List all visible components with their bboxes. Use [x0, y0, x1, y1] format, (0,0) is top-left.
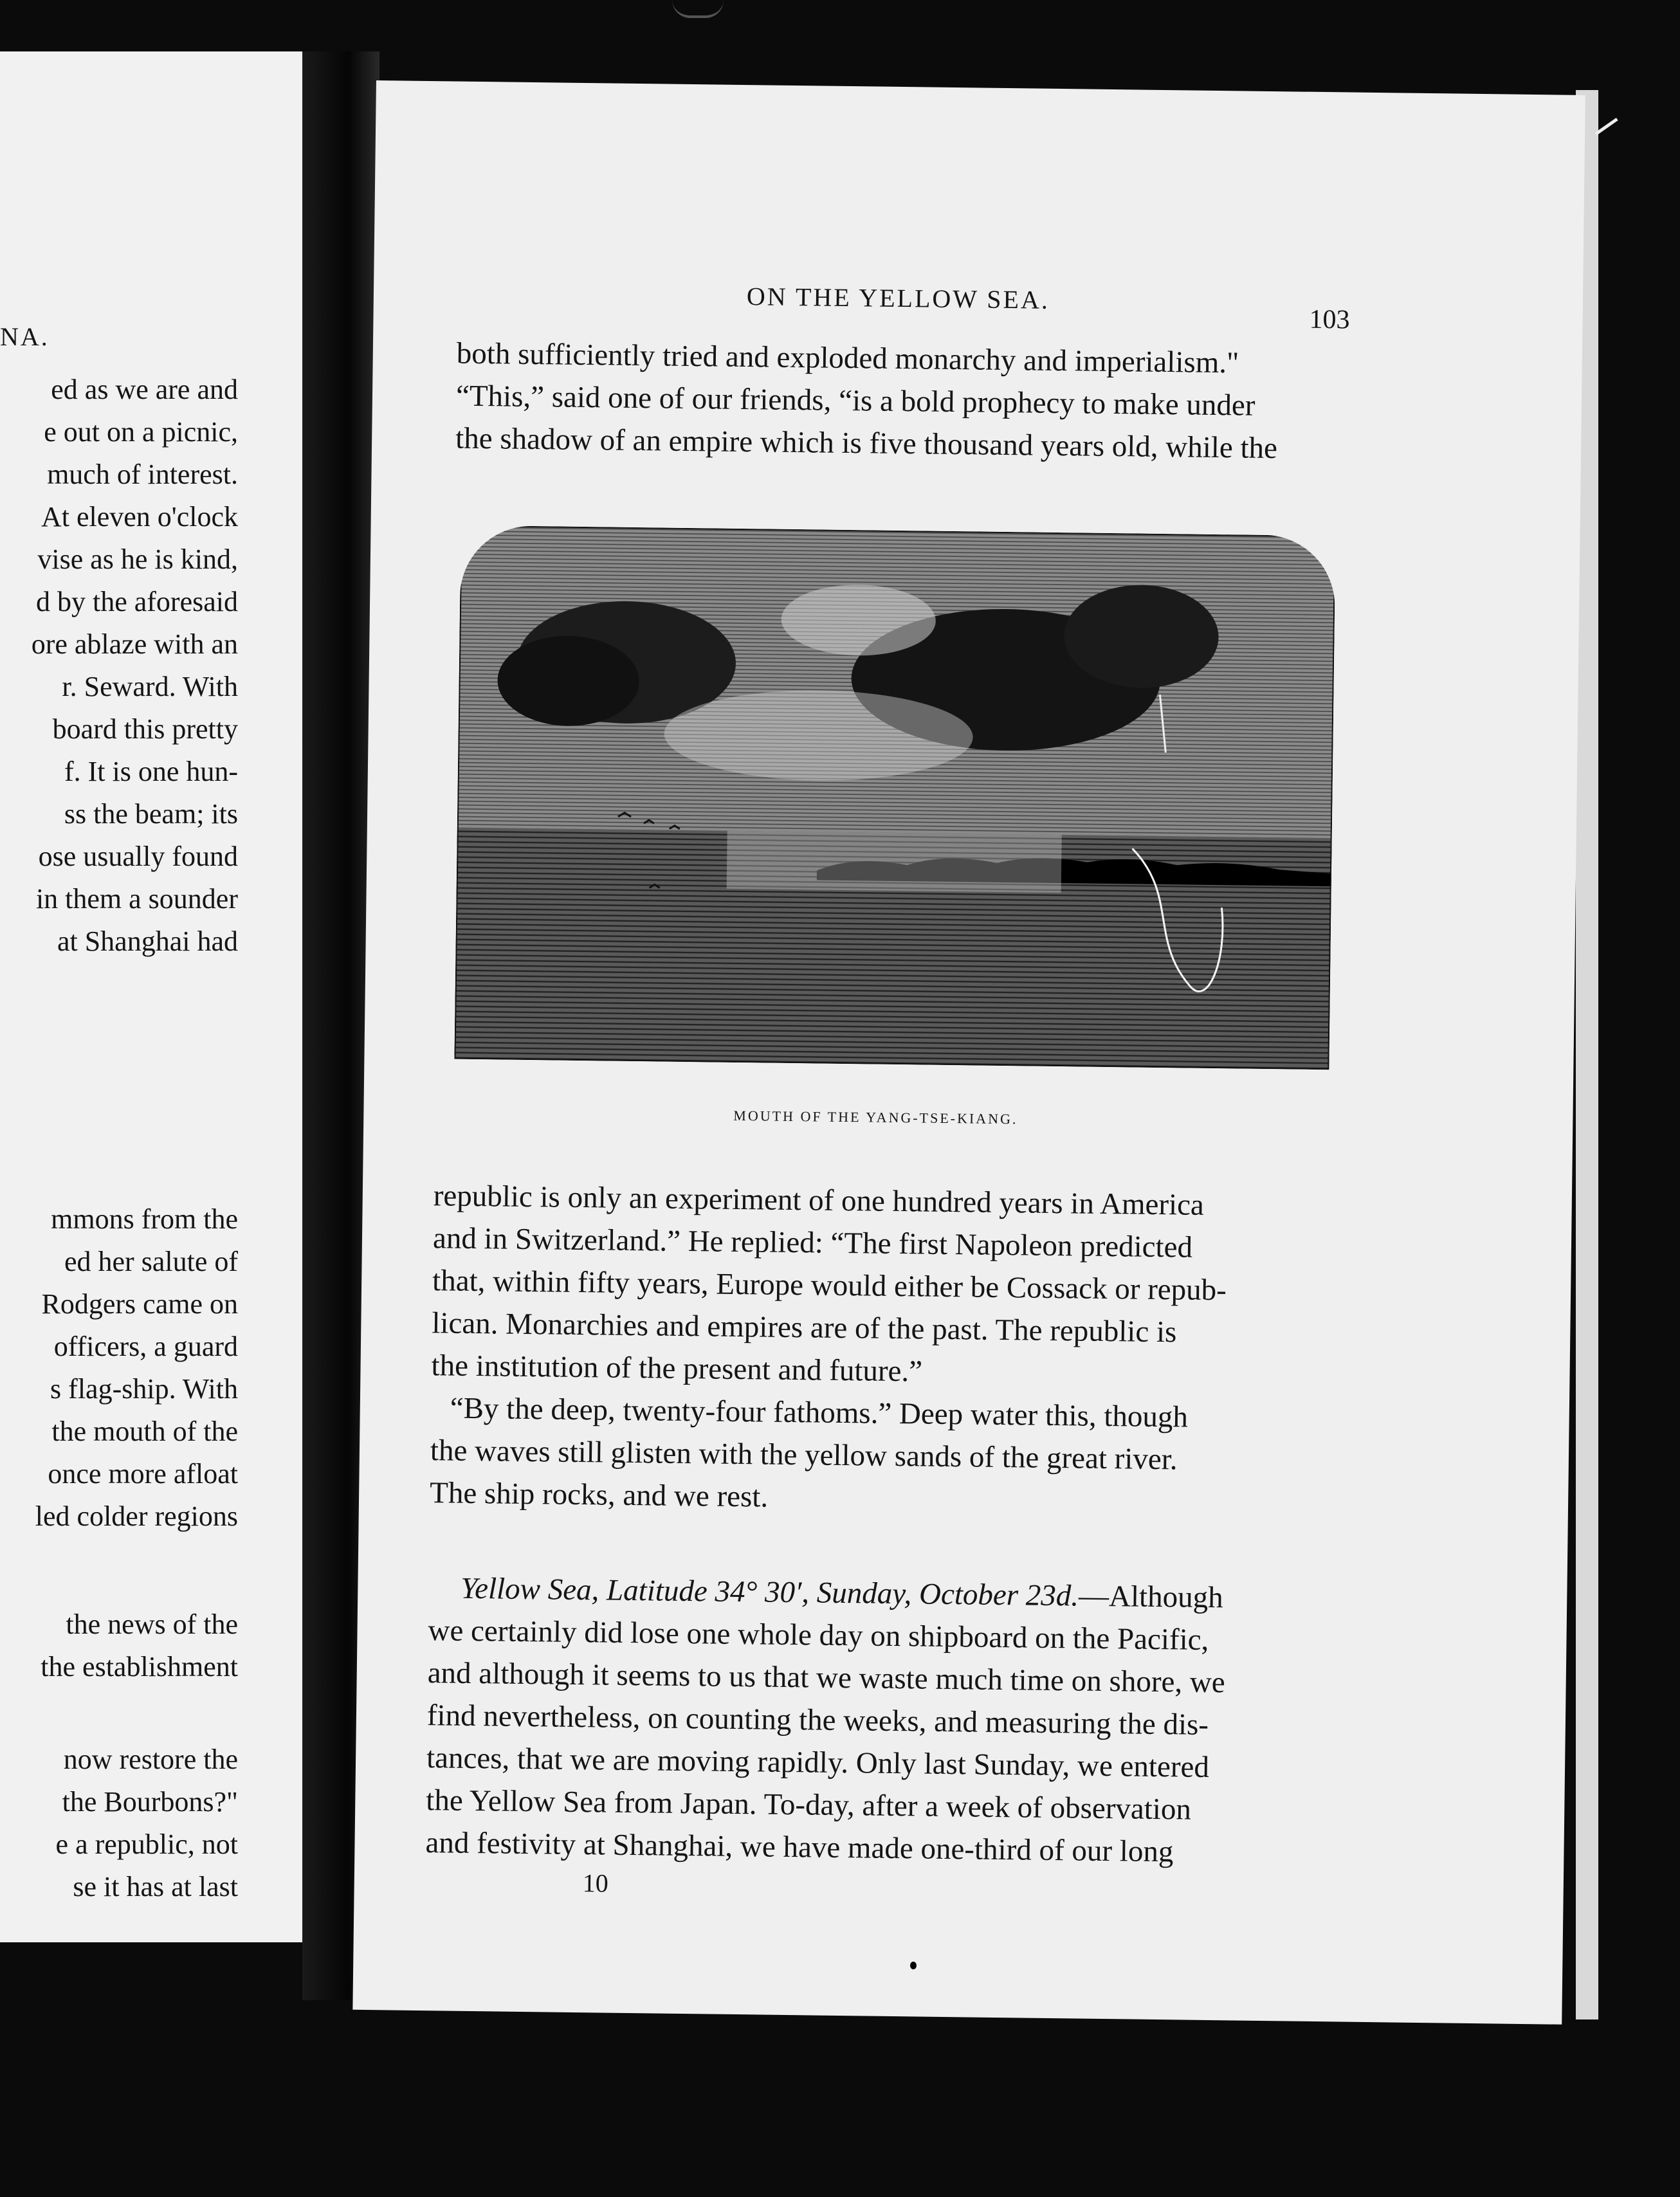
left-line: f. It is one hun-	[64, 756, 238, 787]
text-line: and in Switzerland.” He replied: “The first Napoleon predicted	[432, 1221, 1193, 1264]
left-line: e out on a picnic,	[44, 416, 238, 448]
left-line: r. Seward. With	[62, 671, 238, 702]
left-line: s flag-ship. With	[50, 1373, 238, 1405]
left-line: ss the beam; its	[64, 798, 238, 830]
engraving-seascape-icon	[454, 525, 1335, 1070]
left-line: the Bourbons?"	[62, 1786, 238, 1818]
left-line: ed her salute of	[64, 1246, 238, 1277]
left-line: ose usually found	[38, 841, 238, 872]
left-line: officers, a guard	[53, 1331, 238, 1362]
left-line: ore ablaze with an	[31, 628, 238, 660]
text-line: we certainly did lose one whole day on shipboard on the Pacific,	[428, 1614, 1209, 1657]
text-line: find nevertheless, on counting the weeks, and measuring the dis-	[426, 1699, 1209, 1742]
text-line: “By the deep, twenty-four fathoms.” Deep water this, though	[450, 1391, 1189, 1434]
illustration-caption: MOUTH OF THE YANG-TSE-KIANG.	[733, 1107, 1018, 1127]
left-line: se it has at last	[73, 1871, 238, 1902]
text-line: the institution of the present and future.”	[431, 1349, 923, 1389]
left-line: at Shanghai had	[57, 925, 238, 957]
text-line: and festivity at Shanghai, we have made one-third of our long	[425, 1826, 1174, 1869]
scan-mark	[672, 0, 724, 18]
left-line: now restore the	[63, 1744, 238, 1775]
text-line: republic is only an experiment of one hundred years in America	[433, 1179, 1205, 1222]
left-line: Rodgers came on	[41, 1288, 238, 1320]
left-page	[0, 51, 325, 1942]
left-line: once more afloat	[48, 1458, 238, 1490]
text-line: The ship rocks, and we rest.	[429, 1476, 769, 1514]
left-line: much of interest.	[47, 459, 238, 490]
text-line: lican. Monarchies and empires are of the past. The republic is	[432, 1306, 1177, 1349]
left-line: led colder regions	[35, 1500, 238, 1532]
left-line: the news of the	[66, 1609, 238, 1640]
ink-dot	[910, 1962, 917, 1969]
left-line: board this pretty	[52, 713, 238, 745]
left-line: mmons from the	[51, 1203, 238, 1235]
page-number: 103	[1309, 304, 1350, 335]
text-line: both sufficiently tried and exploded monarchy and imperialism."	[456, 336, 1239, 380]
folio-signature: 10	[582, 1868, 609, 1898]
left-line: ed as we are and	[51, 374, 238, 405]
text-line: the Yellow Sea from Japan. To-day, after a week of observation	[426, 1783, 1192, 1827]
dated-entry-first-line	[461, 1571, 1223, 1615]
text-line: that, within fifty years, Europe would either be Cossack or repub-	[432, 1264, 1227, 1308]
left-running-head: NA.	[0, 322, 50, 351]
text-line: “This,” said one of our friends, “is a bold prophecy to make under	[455, 379, 1255, 423]
text-line: and although it seems to us that we waste much time on shore, we	[427, 1656, 1225, 1700]
right-page	[352, 80, 1585, 2025]
left-line: e a republic, not	[55, 1828, 238, 1860]
text-line: tances, that we are moving rapidly. Only last Sunday, we entered	[426, 1741, 1210, 1785]
text-line: the shadow of an empire which is five thousand years old, while the	[455, 421, 1278, 466]
left-line: the mouth of the	[51, 1416, 238, 1447]
running-head: ON THE YELLOW SEA.	[746, 282, 1050, 315]
dated-entry-heading: Yellow Sea, Latitude 34° 30′, Sunday, October 23d.	[461, 1571, 1079, 1613]
left-line: d by the aforesaid	[36, 586, 238, 617]
left-line: the establishment	[41, 1651, 238, 1682]
left-line: in them a sounder	[35, 883, 238, 915]
text-line: the waves still glisten with the yellow sands of the great river.	[430, 1434, 1178, 1477]
left-line: At eleven o'clock	[41, 501, 238, 533]
left-line: vise as he is kind,	[37, 543, 238, 575]
dated-entry-first-line-rest: —Although	[1078, 1579, 1223, 1615]
